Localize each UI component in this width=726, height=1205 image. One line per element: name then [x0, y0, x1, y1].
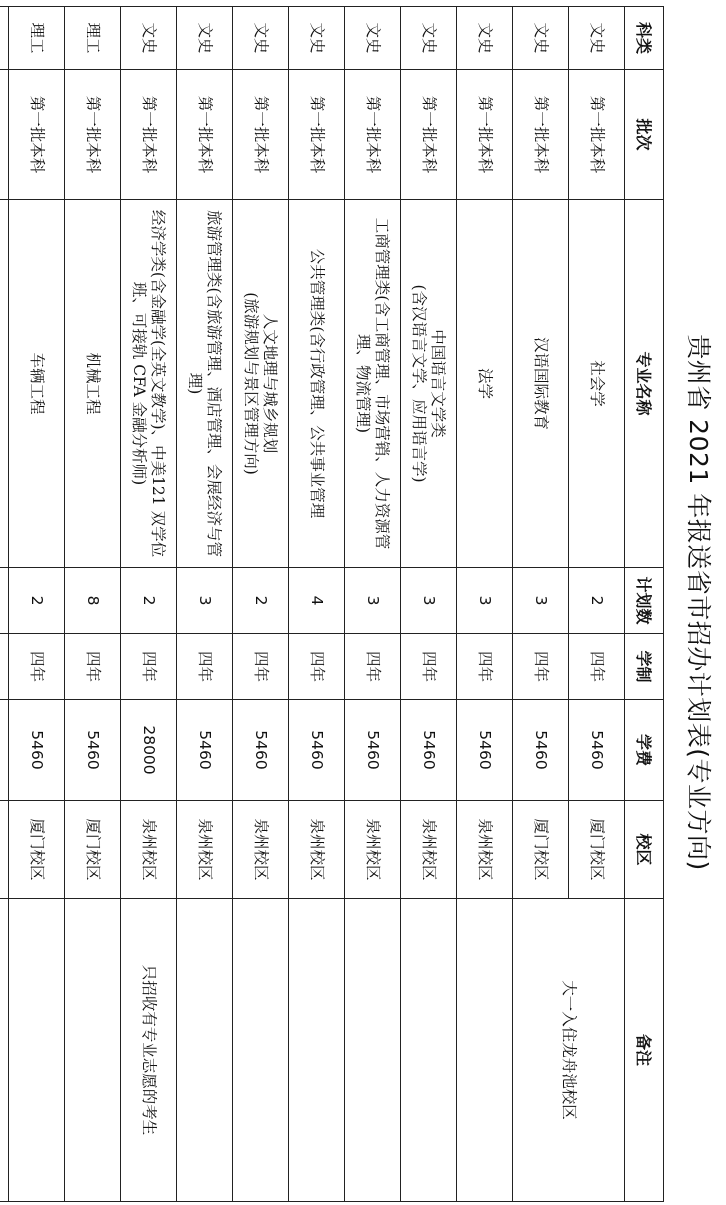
cell-duration: 四年	[65, 634, 121, 700]
cell-category: 文史	[401, 7, 457, 70]
enrollment-plan-table	[0, 6, 664, 1202]
cell-category: 文史	[121, 7, 177, 70]
table-row	[121, 7, 177, 1202]
cell-plan: 4	[289, 568, 345, 634]
cell-batch: 第一批本科	[513, 70, 569, 200]
cell-note	[345, 899, 401, 1202]
cell-major: 经济学类(含金融学(全英文教学)、中美121 双学位班、可接轨 CFA 金融分析师)	[121, 200, 177, 568]
table-row	[177, 7, 233, 1202]
cell-campus: 泉州校区	[345, 801, 401, 899]
cell-major: 人文地理与城乡规划 (旅游规划与景区管理方向)	[233, 200, 289, 568]
cell-campus: 厦门校区	[569, 801, 625, 899]
cell-major: 中国语言文学类 (含汉语言文学、应用语言学)	[401, 200, 457, 568]
cell-major: 车辆工程	[9, 200, 65, 568]
cell-duration: 四年	[457, 634, 513, 700]
cell-plan: 2	[569, 568, 625, 634]
table-row	[345, 7, 401, 1202]
cell-plan: 3	[401, 568, 457, 634]
cell-category: 理工	[9, 7, 65, 70]
cell-plan: 3	[513, 568, 569, 634]
cell-fee: 5460	[569, 700, 625, 801]
cell-fee: 28000	[121, 700, 177, 801]
cell-category: 理工	[65, 7, 121, 70]
cell-batch: 第一批本科	[289, 70, 345, 200]
cell-major: 工商管理类(含工商管理、市场营销、人力资源管理、物流管理)	[345, 200, 401, 568]
cell-major: 公共管理类(含行政管理、公共事业管理	[289, 200, 345, 568]
cell-campus: 泉州校区	[457, 801, 513, 899]
cell-duration: 四年	[233, 634, 289, 700]
table-row	[0, 7, 9, 1202]
cell-note	[177, 899, 233, 1202]
cell-batch	[0, 70, 9, 200]
header-fee: 学费	[625, 700, 664, 801]
cell-plan: 2	[121, 568, 177, 634]
cell-fee: 5460	[9, 700, 65, 801]
cell-plan: 3	[345, 568, 401, 634]
cell-duration: 四年	[513, 634, 569, 700]
header-category: 科类	[625, 7, 664, 70]
table-row	[233, 7, 289, 1202]
cell-note	[233, 899, 289, 1202]
cell-campus: 泉州校区	[121, 801, 177, 899]
cell-category: 文史	[289, 7, 345, 70]
table-row	[9, 7, 65, 1202]
cell-category	[0, 7, 9, 70]
cell-note	[65, 899, 121, 1202]
cell-plan: 3	[457, 568, 513, 634]
cell-plan	[0, 568, 9, 634]
cell-note	[401, 899, 457, 1202]
cell-category: 文史	[569, 7, 625, 70]
cell-category: 文史	[345, 7, 401, 70]
cell-campus: 厦门校区	[513, 801, 569, 899]
page-title: 贵州省 2021 年报送省市招办计划表(专业方向)	[684, 334, 713, 871]
cell-fee	[0, 700, 9, 801]
cell-campus: 厦门校区	[65, 801, 121, 899]
cell-fee: 5460	[513, 700, 569, 801]
cell-batch: 第一批本科	[345, 70, 401, 200]
header-duration: 学制	[625, 634, 664, 700]
cell-fee: 5460	[457, 700, 513, 801]
cell-campus: 泉州校区	[177, 801, 233, 899]
cell-fee: 5460	[177, 700, 233, 801]
cell-fee: 5460	[233, 700, 289, 801]
table-row	[289, 7, 345, 1202]
table-row	[457, 7, 513, 1202]
cell-campus	[0, 801, 9, 899]
cell-major: 机械工程	[65, 200, 121, 568]
header-batch: 批次	[625, 70, 664, 200]
cell-batch: 第一批本科	[569, 70, 625, 200]
cell-campus: 泉州校区	[401, 801, 457, 899]
cell-duration: 四年	[9, 634, 65, 700]
cell-major: 社会学	[569, 200, 625, 568]
cell-fee: 5460	[345, 700, 401, 801]
cell-batch: 第一批本科	[65, 70, 121, 200]
cell-batch: 第一批本科	[177, 70, 233, 200]
cell-campus: 泉州校区	[289, 801, 345, 899]
cell-batch: 第一批本科	[401, 70, 457, 200]
cell-note	[289, 899, 345, 1202]
header-plan: 计划数	[625, 568, 664, 634]
cell-campus: 厦门校区	[9, 801, 65, 899]
cell-fee: 5460	[401, 700, 457, 801]
cell-major: 汉语国际教育	[513, 200, 569, 568]
table-row	[569, 7, 625, 1202]
cell-note: 只招收有专业志愿的考生	[121, 899, 177, 1202]
table-row	[65, 7, 121, 1202]
cell-category: 文史	[513, 7, 569, 70]
cell-plan: 3	[177, 568, 233, 634]
cell-duration: 四年	[401, 634, 457, 700]
cell-batch: 第一批本科	[121, 70, 177, 200]
cell-campus: 泉州校区	[233, 801, 289, 899]
cell-duration: 四年	[289, 634, 345, 700]
cell-fee: 5460	[65, 700, 121, 801]
table-header-row	[625, 7, 664, 1202]
cell-category: 文史	[233, 7, 289, 70]
cell-category: 文史	[457, 7, 513, 70]
cell-note	[9, 899, 65, 1202]
cell-note	[457, 899, 513, 1202]
cell-note: 大一入住龙舟池校区	[513, 899, 625, 1202]
header-campus: 校区	[625, 801, 664, 899]
header-note: 备注	[625, 899, 664, 1202]
cell-major: 旅游管理类(含旅游管理、酒店管理、会展经济与管理)	[177, 200, 233, 568]
cell-duration: 四年	[177, 634, 233, 700]
header-major: 专业名称	[625, 200, 664, 568]
cell-plan: 8	[65, 568, 121, 634]
cell-note	[0, 899, 9, 1202]
cell-batch: 第一批本科	[457, 70, 513, 200]
cell-batch: 第一批本科	[233, 70, 289, 200]
cell-duration	[0, 634, 9, 700]
cell-plan: 2	[233, 568, 289, 634]
cell-batch: 第一批本科	[9, 70, 65, 200]
cell-major	[0, 200, 9, 568]
cell-plan: 2	[9, 568, 65, 634]
cell-category: 文史	[177, 7, 233, 70]
cell-duration: 四年	[569, 634, 625, 700]
table-row	[401, 7, 457, 1202]
cell-fee: 5460	[289, 700, 345, 801]
cell-duration: 四年	[121, 634, 177, 700]
cell-major: 法学	[457, 200, 513, 568]
cell-duration: 四年	[345, 634, 401, 700]
